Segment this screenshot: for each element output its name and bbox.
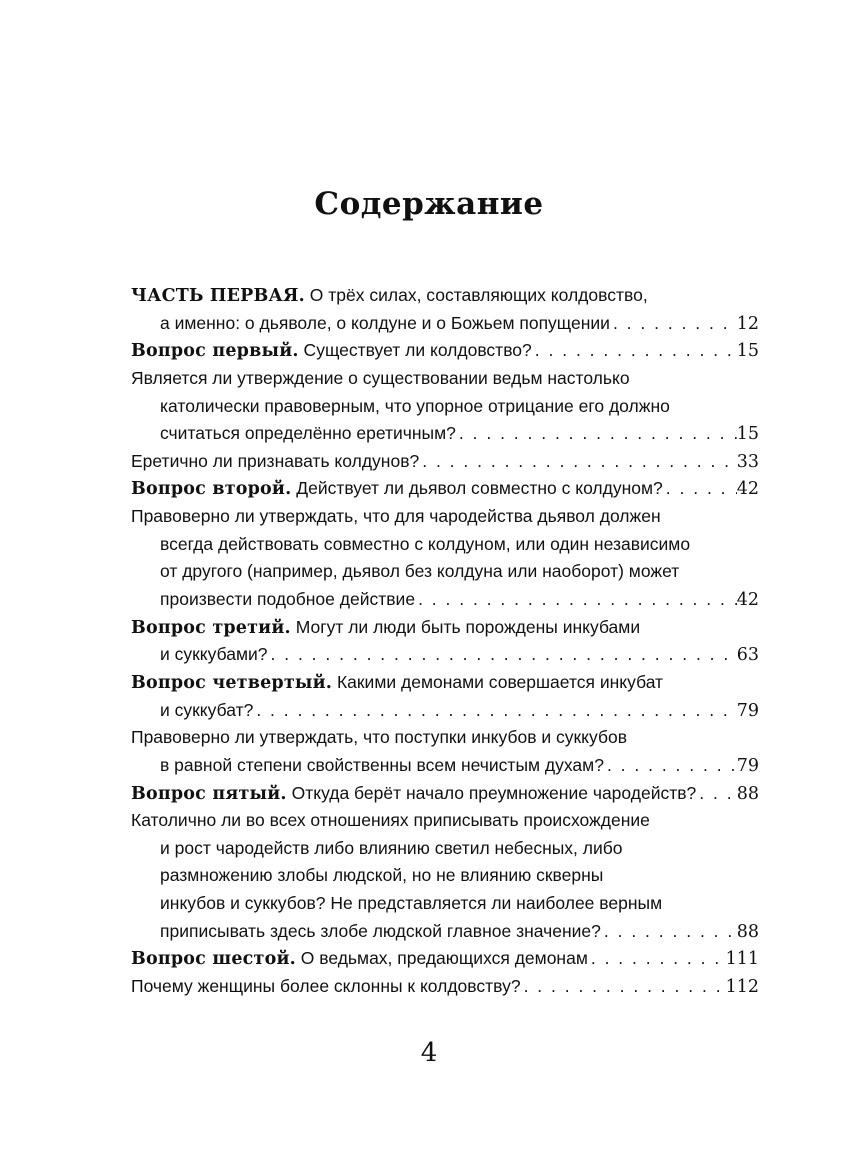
toc-page-number: 42 bbox=[736, 479, 759, 500]
toc-entry-heading: Вопрос шестой. bbox=[131, 949, 296, 970]
toc-entry-line-text: О трёх силах, составляющих колдовство, bbox=[304, 285, 648, 305]
dot-leader bbox=[663, 475, 737, 503]
toc-entry-line bbox=[131, 724, 759, 752]
toc-entry-line bbox=[131, 890, 759, 918]
toc-entry-line-text: Правоверно ли утверждать, что для чародейства дьявол должен bbox=[131, 506, 661, 527]
toc-entry-line-text: католически правоверным, что упорное отрицание его должно bbox=[160, 395, 670, 416]
toc-entry-text bbox=[131, 810, 650, 830]
toc-entry-heading: Вопрос второй. bbox=[131, 479, 292, 500]
toc-page-number: 15 bbox=[736, 341, 759, 362]
toc-entry[interactable] bbox=[131, 973, 759, 1001]
toc-entry-line-text: и суккубами? bbox=[160, 644, 268, 665]
toc-entry-text bbox=[160, 697, 253, 725]
toc-entry[interactable] bbox=[131, 724, 759, 779]
toc-entry-last-line bbox=[131, 337, 759, 365]
dot-leader bbox=[415, 586, 737, 614]
toc-entry-line-text: инкубов и суккубов? Не представляется ли наиболее верным bbox=[160, 893, 663, 914]
toc-entry-text bbox=[160, 865, 603, 885]
toc-entry-last-line bbox=[131, 945, 759, 973]
toc-entry-text bbox=[160, 561, 679, 581]
dot-leader bbox=[456, 420, 737, 448]
toc-entry-line-text: и рост чародейств либо влиянию светил небесных, либо bbox=[160, 837, 623, 858]
dot-leader bbox=[419, 448, 736, 476]
toc-entry-line bbox=[131, 365, 759, 393]
toc-entry-line bbox=[131, 282, 759, 310]
toc-entry-line-text: О ведьмах, предающихся демонам bbox=[295, 948, 588, 969]
toc-entry-line-text: Откуда берёт начало преумножение чародейств? bbox=[286, 782, 697, 803]
dot-leader bbox=[532, 337, 737, 365]
toc-entry-last-line bbox=[131, 697, 759, 725]
toc-page-number: 12 bbox=[736, 313, 759, 334]
toc-entry-line-text: Могут ли люди быть порождены инкубами bbox=[290, 616, 641, 637]
toc-entry-last-line bbox=[131, 475, 759, 503]
toc-entry[interactable] bbox=[131, 503, 759, 614]
toc-entry-text bbox=[131, 506, 661, 526]
toc-entry-line-text: от другого (например, дьявол без колдуна или наоборот) может bbox=[160, 561, 680, 582]
dot-leader bbox=[253, 697, 736, 725]
page-title: Содержание bbox=[314, 186, 544, 222]
toc-entry-text bbox=[160, 918, 601, 946]
toc-entry-text bbox=[131, 448, 419, 476]
toc-entry[interactable] bbox=[131, 669, 759, 724]
toc-entry-text bbox=[131, 945, 588, 973]
toc-entry-last-line bbox=[131, 641, 759, 669]
toc-page-number: 79 bbox=[736, 700, 759, 721]
toc-entry-heading: ЧАСТЬ ПЕРВАЯ. bbox=[131, 286, 305, 306]
toc-entry-line-text: Католично ли во всех отношениях приписывать происхождение bbox=[131, 810, 650, 831]
toc-entry-text bbox=[131, 285, 648, 305]
toc-entry-line-text: Почему женщины более склонны к колдовству? bbox=[131, 976, 521, 997]
toc-entry-line bbox=[131, 807, 759, 835]
toc-entry-line-text: произвести подобное действие bbox=[160, 589, 416, 610]
toc-entry[interactable] bbox=[131, 337, 759, 365]
toc-entry-line-text: всегда действовать совместно с колдуном, или один независимо bbox=[160, 533, 691, 554]
dot-leader bbox=[604, 752, 737, 780]
toc-entry-last-line bbox=[131, 586, 759, 614]
toc-entry[interactable] bbox=[131, 945, 759, 973]
toc-entry-line-text: размножению злобы людской, но не влиянию скверны bbox=[160, 865, 604, 886]
toc-entry-text bbox=[131, 475, 663, 503]
toc-entry-heading: Вопрос четвертый. bbox=[131, 672, 333, 693]
toc-page-number: 42 bbox=[736, 590, 759, 611]
toc-entry-text bbox=[131, 672, 663, 692]
toc-entry-text bbox=[160, 893, 662, 913]
toc-entry-text bbox=[131, 727, 627, 747]
toc-entry-text bbox=[160, 752, 604, 780]
toc-page-number: 112 bbox=[725, 977, 759, 998]
toc-page-number: 88 bbox=[736, 783, 759, 804]
toc-entry-line-text: и суккубат? bbox=[160, 699, 254, 720]
toc-entry-line bbox=[131, 835, 759, 863]
toc-page-number: 15 bbox=[736, 424, 759, 445]
dot-leader bbox=[521, 973, 726, 1001]
toc-entry-heading: Вопрос третий. bbox=[131, 617, 291, 638]
dot-leader bbox=[588, 945, 726, 973]
toc-entry-text bbox=[160, 396, 670, 416]
toc-entry-line-text: Действует ли дьявол совместно с колдуном? bbox=[291, 478, 663, 499]
toc-entry-last-line bbox=[131, 973, 759, 1001]
toc-entry-line bbox=[131, 558, 759, 586]
toc-entry-line-text: Какими демонами совершается инкубат bbox=[332, 671, 664, 692]
toc-entry-line-text: Правоверно ли утверждать, что поступки инкубов и суккубов bbox=[131, 727, 628, 748]
toc-entry-text bbox=[160, 838, 623, 858]
table-of-contents bbox=[131, 282, 759, 1001]
toc-entry-line-text: а именно: о дьяволе, о колдуне и о Божьем попущении bbox=[160, 312, 610, 333]
toc-entry[interactable] bbox=[131, 807, 759, 945]
toc-entry-line-text: Существует ли колдовство? bbox=[298, 340, 532, 361]
toc-entry-text bbox=[160, 310, 610, 338]
dot-leader bbox=[601, 918, 737, 946]
toc-page-number: 79 bbox=[736, 755, 759, 776]
toc-entry-heading: Вопрос пятый. bbox=[131, 783, 287, 804]
dot-leader bbox=[610, 310, 737, 338]
dot-leader bbox=[696, 780, 736, 808]
toc-entry-text bbox=[160, 586, 415, 614]
toc-entry-last-line bbox=[131, 918, 759, 946]
toc-entry[interactable] bbox=[131, 614, 759, 669]
toc-page-number: 88 bbox=[736, 921, 759, 942]
toc-entry-line bbox=[131, 862, 759, 890]
toc-entry-text bbox=[131, 337, 532, 365]
toc-entry-last-line bbox=[131, 420, 759, 448]
toc-entry-line-text: считаться определённо еретичным? bbox=[160, 423, 456, 444]
toc-entry-line-text: в равной степени свойственны всем нечистым духам? bbox=[160, 754, 604, 775]
toc-entry-text bbox=[160, 641, 268, 669]
page-number: 4 bbox=[420, 1038, 438, 1068]
toc-entry-line bbox=[131, 614, 759, 642]
toc-page-number: 33 bbox=[736, 451, 759, 472]
toc-entry-text bbox=[131, 973, 521, 1001]
toc-entry-text bbox=[160, 420, 456, 448]
toc-entry-last-line bbox=[131, 448, 759, 476]
toc-entry-last-line bbox=[131, 310, 759, 338]
toc-entry-last-line bbox=[131, 780, 759, 808]
toc-entry-text bbox=[131, 780, 696, 808]
toc-entry-line-text: Еретично ли признавать колдунов? bbox=[131, 450, 420, 471]
toc-entry[interactable] bbox=[131, 282, 759, 337]
toc-entry-heading: Вопрос первый. bbox=[131, 341, 299, 362]
toc-entry-text bbox=[160, 534, 690, 554]
toc-entry-last-line bbox=[131, 752, 759, 780]
toc-entry-line bbox=[131, 669, 759, 697]
toc-entry-text bbox=[131, 368, 630, 388]
toc-entry[interactable] bbox=[131, 780, 759, 808]
toc-entry-text bbox=[131, 617, 640, 637]
toc-entry-line bbox=[131, 393, 759, 421]
toc-entry[interactable] bbox=[131, 448, 759, 476]
toc-entry[interactable] bbox=[131, 365, 759, 448]
toc-page-number: 63 bbox=[736, 645, 759, 666]
toc-entry-line-text: приписывать здесь злобе людской главное значение? bbox=[160, 920, 601, 941]
dot-leader bbox=[268, 641, 737, 669]
toc-entry[interactable] bbox=[131, 475, 759, 503]
toc-entry-line bbox=[131, 503, 759, 531]
toc-page-number: 111 bbox=[725, 949, 759, 970]
toc-entry-line bbox=[131, 531, 759, 559]
toc-entry-line-text: Является ли утверждение о существовании ведьм настолько bbox=[131, 367, 630, 388]
